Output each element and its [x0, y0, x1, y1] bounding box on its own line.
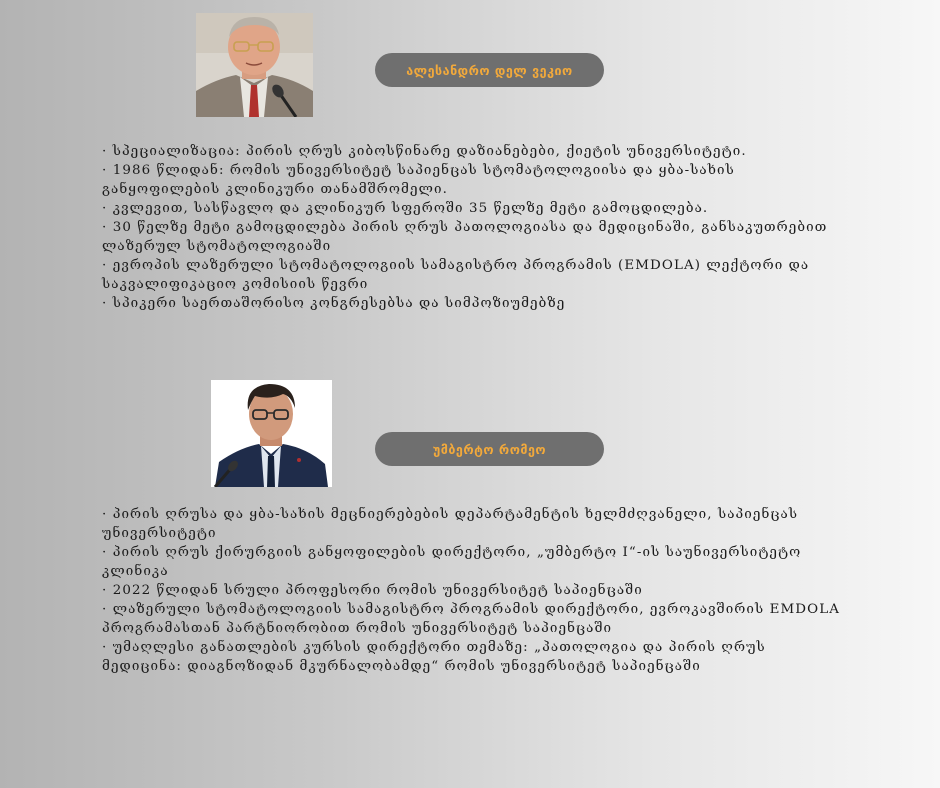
speaker-photo-1	[196, 13, 313, 117]
bio-line: საკვალიფიკაციო კომისიის წევრი	[102, 277, 369, 292]
bio-line: მედიცინა: დიაგნოზიდან მკურნალობამდე“ რომის უნივერსიტეტ საპიენცაში	[102, 659, 701, 674]
bio-line: · ლაზერული სტომატოლოგიის სამაგისტრო პროგრამის დირექტორი, ევროკავშირის EMDOLA	[102, 602, 840, 617]
bio-line: · პირის ღრუს ქირურგიის განყოფილების დირექტორი, „უმბერტო I“-ის საუნივერსიტეტო	[102, 545, 802, 560]
bio-line: · პირის ღრუსა და ყბა-სახის მეცნიერებების დეპარტამენტის ხელმძღვანელი, საპიენცას	[102, 507, 799, 522]
bio-line: · კვლევით, სასწავლო და კლინიკურ სფეროში 35 წელზე მეტი გამოცდილება.	[102, 201, 709, 216]
bio-line: · 30 წელზე მეტი გამოცდილება პირის ღრუს პათოლოგიასა და მედიცინაში, განსაკუთრებით	[102, 220, 828, 235]
bio-line: · ევროპის ლაზერული სტომატოლოგიის სამაგისტრო პროგრამის (EMDOLA) ლექტორი და	[102, 258, 810, 273]
bio-line: · სპიკერი საერთაშორისო კონგრესებსა და სიმპოზიუმებზე	[102, 296, 566, 311]
bio-line: · სპეციალიზაცია: პირის ღრუს კიბოსწინარე დაზიანებები, ქიეტის უნივერსიტეტი.	[102, 144, 747, 159]
speaker-photo-2	[211, 380, 332, 487]
speaker-name-1: ალესანდრო დელ ვეკიო	[375, 53, 604, 87]
bio-line: კლინიკა	[102, 564, 169, 579]
speaker-bio-1	[102, 142, 892, 313]
speaker-bio-2	[102, 505, 892, 676]
bio-line: განყოფილების კლინიკური თანამშრომელი.	[102, 182, 448, 197]
bio-line: · 1986 წლიდან: რომის უნივერსიტეტ საპიენცას სტომატოლოგიისა და ყბა-სახის	[102, 163, 735, 178]
bio-line: ლაზერულ სტომატოლოგიაში	[102, 239, 332, 254]
bio-line: პროგრამასთან პარტნიორობით რომის უნივერსიტეტ საპიენცაში	[102, 621, 613, 636]
speaker-name-2: უმბერტო რომეო	[375, 432, 604, 466]
bio-line: უნივერსიტეტი	[102, 526, 217, 541]
bio-line: · უმაღლესი განათლების კურსის დირექტორი თემაზე: „პათოლოგია და პირის ღრუს	[102, 640, 766, 655]
bio-line: · 2022 წლიდან სრული პროფესორი რომის უნივერსიტეტ საპიენცაში	[102, 583, 643, 598]
